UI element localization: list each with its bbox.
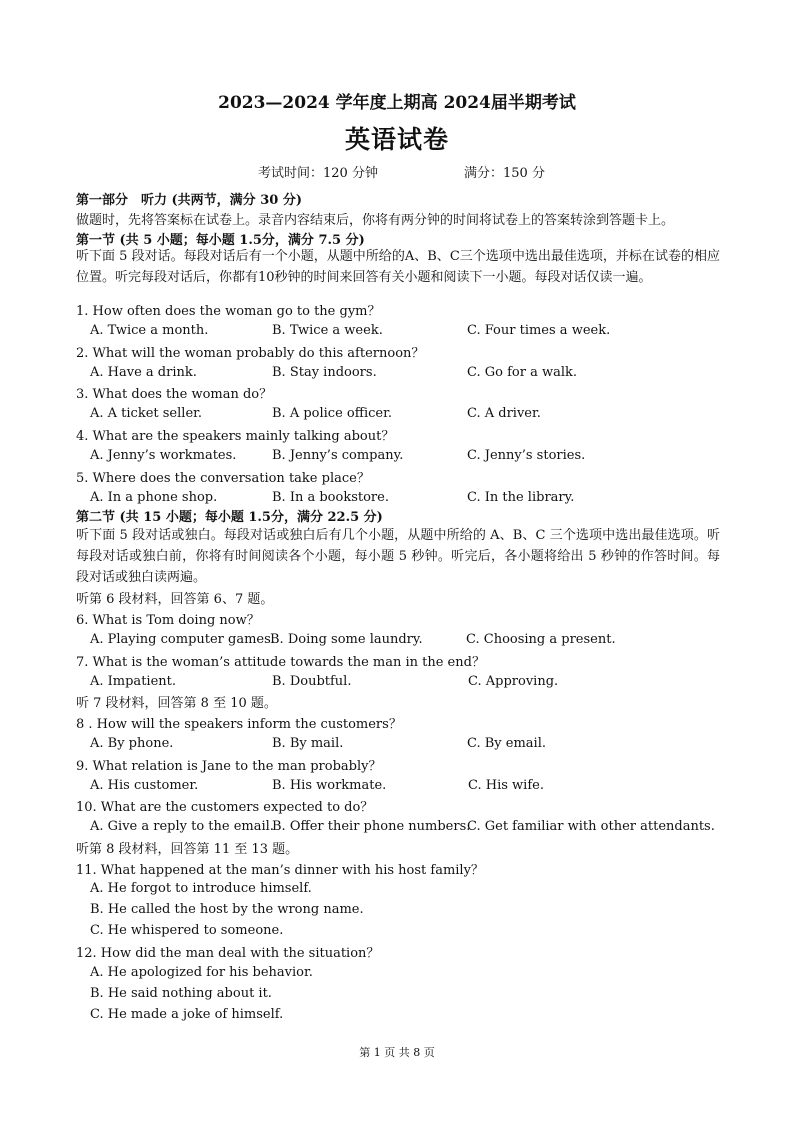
subject-title: 英语试卷: [344, 125, 449, 154]
question-11: 11. What happened at the man’s dinner with his host family？: [76, 863, 484, 878]
q8-option-c: C. By email.: [467, 736, 546, 751]
question-4: 4. What are the speakers mainly talking about？: [76, 429, 395, 444]
question-8: 8 . How will the speakers inform the customers？: [76, 717, 402, 732]
q4-option-b: B. Jenny’s company.: [272, 448, 404, 463]
q10-option-b: B. Offer their phone numbers.: [272, 819, 471, 834]
full-score: 满分：150 分: [464, 166, 545, 181]
q7-option-c: C. Approving.: [468, 674, 559, 689]
q6-option-c: C. Choosing a present.: [466, 632, 616, 647]
question-3: 3. What does the woman do？: [76, 387, 273, 402]
q7-option-a: A. Impatient.: [90, 674, 176, 689]
q9-option-b: B. His workmate.: [272, 778, 387, 793]
q1-option-c: C. Four times a week.: [467, 323, 611, 338]
section2-heading: 第二节 (共 15 小题；每小题 1.5分，满分 22.5 分): [76, 510, 383, 525]
q10-option-c: C. Get familiar with other attendants.: [467, 819, 715, 834]
question-12: 12. How did the man deal with the situation？: [76, 946, 380, 961]
exam-title: 2023—2024 学年度上期高 2024届半期考试: [218, 93, 576, 113]
q3-option-b: B. A police officer.: [272, 406, 393, 421]
q11-option-b: B. He called the host by the wrong name.: [90, 902, 364, 917]
q5-option-c: C. In the library.: [467, 490, 575, 505]
q6-option-a: A. Playing computer games.: [90, 632, 275, 647]
page-footer: 第 1 页 共 8 页: [359, 1046, 435, 1059]
q12-option-a: A. He apologized for his behavior.: [90, 965, 313, 980]
exam-time: 考试时间：120 分钟: [258, 166, 378, 181]
q2-option-a: A. Have a drink.: [90, 365, 197, 380]
direction-8: 听第 8 段材料，回答第 11 至 13 题。: [76, 842, 299, 857]
q3-option-a: A. A ticket seller.: [90, 406, 203, 421]
q5-option-b: B. In a bookstore.: [272, 490, 389, 505]
section1-heading: 第一节 (共 5 小题；每小题 1.5分，满分 7.5 分): [76, 233, 365, 248]
q2-option-b: B. Stay indoors.: [272, 365, 377, 380]
question-5: 5. Where does the conversation take place？: [76, 471, 370, 486]
q12-option-b: B. He said nothing about it.: [90, 986, 272, 1001]
question-6: 6. What is Tom doing now？: [76, 613, 260, 628]
q4-option-a: A. Jenny’s workmates.: [90, 448, 237, 463]
q1-option-a: A. Twice a month.: [90, 323, 209, 338]
q12-option-c: C. He made a joke of himself.: [90, 1007, 284, 1022]
q3-option-c: C. A driver.: [467, 406, 541, 421]
q5-option-a: A. In a phone shop.: [90, 490, 218, 505]
q7-option-b: B. Doubtful.: [272, 674, 352, 689]
q2-option-c: C. Go for a walk.: [467, 365, 578, 380]
question-7: 7. What is the woman’s attitude towards the man in the end？: [76, 655, 485, 670]
part1-instruction: 做题时，先将答案标在试卷上。录音内容结束后，你将有两分钟的时间将试卷上的答案转涂到答题卡上。: [76, 213, 675, 228]
q8-option-b: B. By mail.: [272, 736, 344, 751]
part1-heading: 第一部分 听力 (共两节，满分 30 分): [76, 193, 302, 208]
question-10: 10. What are the customers expected to do？: [76, 800, 374, 815]
question-9: 9. What relation is Jane to the man probably？: [76, 759, 382, 774]
direction-7: 听 7 段材料，回答第 8 至 10 题。: [76, 696, 277, 711]
q9-option-a: A. His customer.: [90, 778, 199, 793]
q9-option-c: C. His wife.: [468, 778, 544, 793]
section2-instruction: 听下面 5 段对话或独白。每段对话或独白后有几个小题，从题中所给的 A、B、C 三个选项中选出最佳选项。听每段对话或独白前，你将有时间阅读各个小题，每小题 5 秒钟。听完后，各小题将给出 5 秒钟的作答时间。每段对话或独白读两遍。: [76, 528, 720, 585]
q4-option-c: C. Jenny’s stories.: [467, 448, 586, 463]
q6-option-b: B. Doing some laundry.: [270, 632, 423, 647]
direction-6: 听第 6 段材料，回答第 6、7 题。: [76, 592, 274, 607]
section1-instruction: 听下面 5 段对话。每段对话后有一个小题，从题中所给的A、B、C三个选项中选出最佳选项，并标在试卷的相应位置。听完每段对话后，你都有10秒钟的时间来回答有关小题和阅读下一小题。每段对话仅读一遍。: [76, 249, 720, 285]
q8-option-a: A. By phone.: [90, 736, 174, 751]
q1-option-b: B. Twice a week.: [272, 323, 383, 338]
q11-option-a: A. He forgot to introduce himself.: [90, 881, 312, 896]
question-2: 2. What will the woman probably do this afternoon？: [76, 346, 425, 361]
q10-option-a: A. Give a reply to the email.: [90, 819, 274, 834]
q11-option-c: C. He whispered to someone.: [90, 923, 284, 938]
question-1: 1. How often does the woman go to the gym？: [76, 304, 381, 319]
